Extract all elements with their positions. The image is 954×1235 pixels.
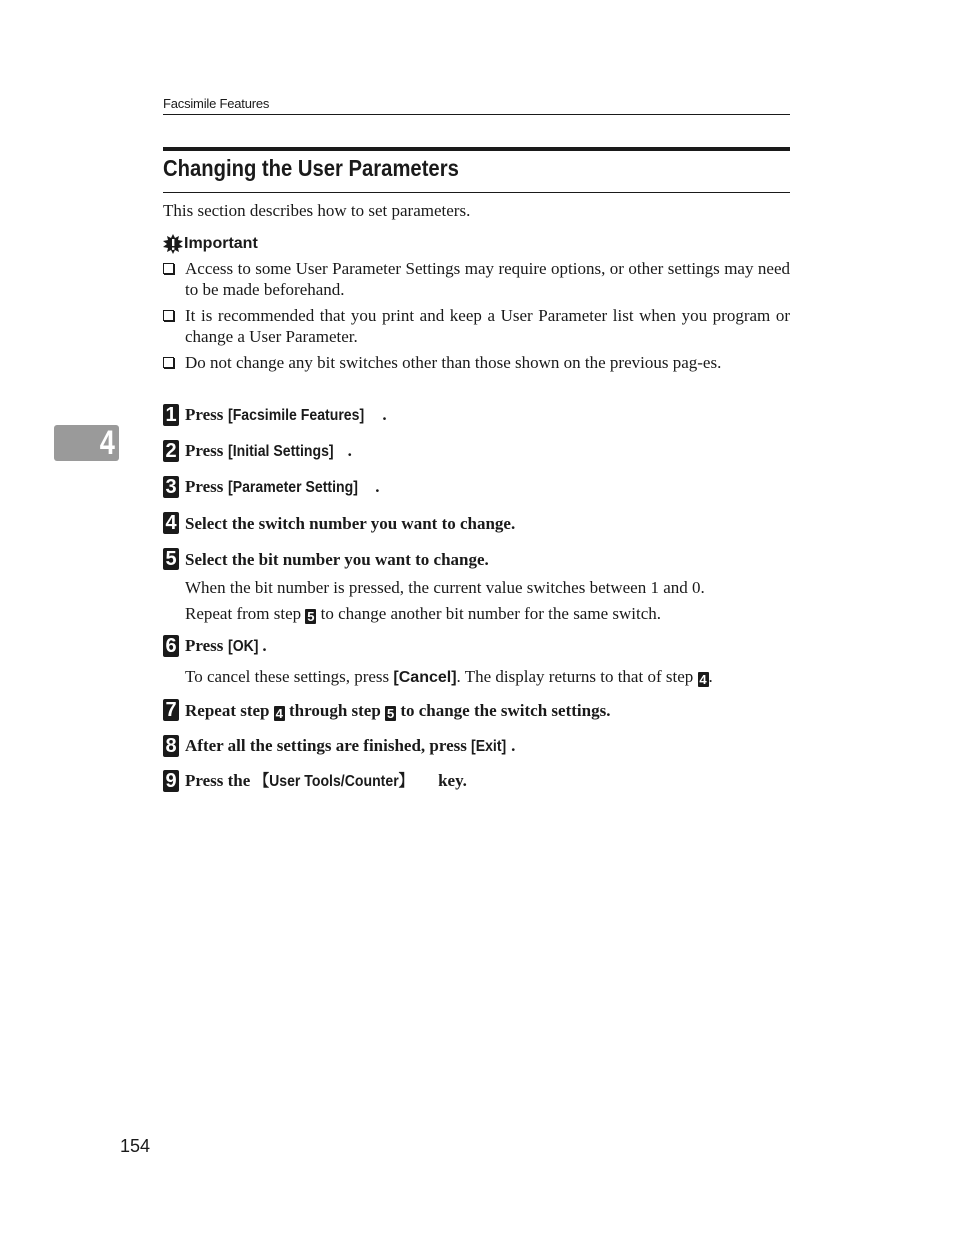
chapter-tab — [54, 425, 119, 461]
step-8: 8 After all the settings are finished, press [Exit] . — [163, 735, 515, 757]
step-5-description: When the bit number is pressed, the current value switches between 1 and 0. — [185, 578, 705, 597]
list-item: It is recommended that you print and keep a User Parameter list when you program or change a User Parameter. — [163, 305, 790, 347]
important-heading — [163, 234, 258, 254]
step-9: 9 Press the 【User Tools/Counter】 key. — [163, 770, 467, 792]
step-6: 6 Press [OK] . — [163, 635, 267, 657]
step-2: 2 Press [Initial Settings] . — [163, 440, 352, 462]
step-number-badge: 8 — [163, 735, 179, 757]
key-label: [OK] — [227, 638, 259, 655]
key-label: [Initial Settings] — [227, 443, 334, 460]
step-number-badge: 1 — [163, 404, 179, 426]
step-6-description: To cancel these settings, press [Cancel]. The display returns to that of step 4 . — [185, 667, 713, 687]
cancel-key-label: [Cancel] — [393, 669, 457, 686]
checkbox-bullet-icon — [163, 357, 174, 368]
step-number-badge: 9 — [163, 770, 179, 792]
step-number-badge: 3 — [163, 476, 179, 498]
checkbox-bullet-icon — [163, 263, 174, 274]
list-item: Access to some User Parameter Settings may require options, or other settings may need to be made beforehand. — [163, 258, 790, 300]
checkbox-bullet-icon — [163, 310, 174, 321]
title-rule-top — [163, 147, 790, 151]
step-4: 4 Select the switch number you want to change. — [163, 512, 515, 534]
step-1: 1 Press [Facsimile Features] . — [163, 404, 387, 426]
step-ref-badge: 4 — [699, 672, 707, 687]
step-ref-badge: 4 — [275, 706, 283, 721]
step-5-repeat-note: Repeat from step 5 to change another bit number for the same switch. — [185, 604, 662, 624]
key-label: [Parameter Setting] — [227, 479, 358, 496]
step-number-badge: 6 — [163, 635, 179, 657]
step-number-badge: 4 — [163, 512, 179, 534]
page-title: Changing the User Parameters — [163, 155, 459, 181]
step-7: 7 Repeat step 4 through step 5 to change the switch settings. — [163, 699, 610, 721]
intro-text: This section describes how to set parameters. — [163, 201, 471, 220]
list-item: Do not change any bit switches other than those shown on the previous pag-es. — [163, 352, 790, 373]
step-number-badge: 7 — [163, 699, 179, 721]
key-label: [Exit] — [471, 738, 507, 755]
key-label: 【User Tools/Counter】 — [254, 773, 413, 790]
step-3: 3 Press [Parameter Setting] . — [163, 476, 380, 498]
page-number: 154 — [120, 1136, 151, 1156]
step-5: 5 Select the bit number you want to change. — [163, 548, 489, 570]
step-ref-badge: 5 — [307, 609, 315, 624]
step-number-badge: 5 — [163, 548, 179, 570]
chapter-number: 4 — [99, 424, 115, 462]
important-label: Important — [184, 235, 258, 252]
step-ref-badge: 5 — [386, 706, 395, 721]
important-burst-icon — [163, 234, 183, 254]
running-header: Facsimile Features — [163, 96, 270, 111]
important-list — [163, 258, 790, 378]
header-rule — [163, 114, 790, 115]
step-number-badge: 2 — [163, 440, 179, 462]
title-rule-bottom — [163, 192, 790, 193]
key-label: [Facsimile Features] — [227, 407, 364, 424]
